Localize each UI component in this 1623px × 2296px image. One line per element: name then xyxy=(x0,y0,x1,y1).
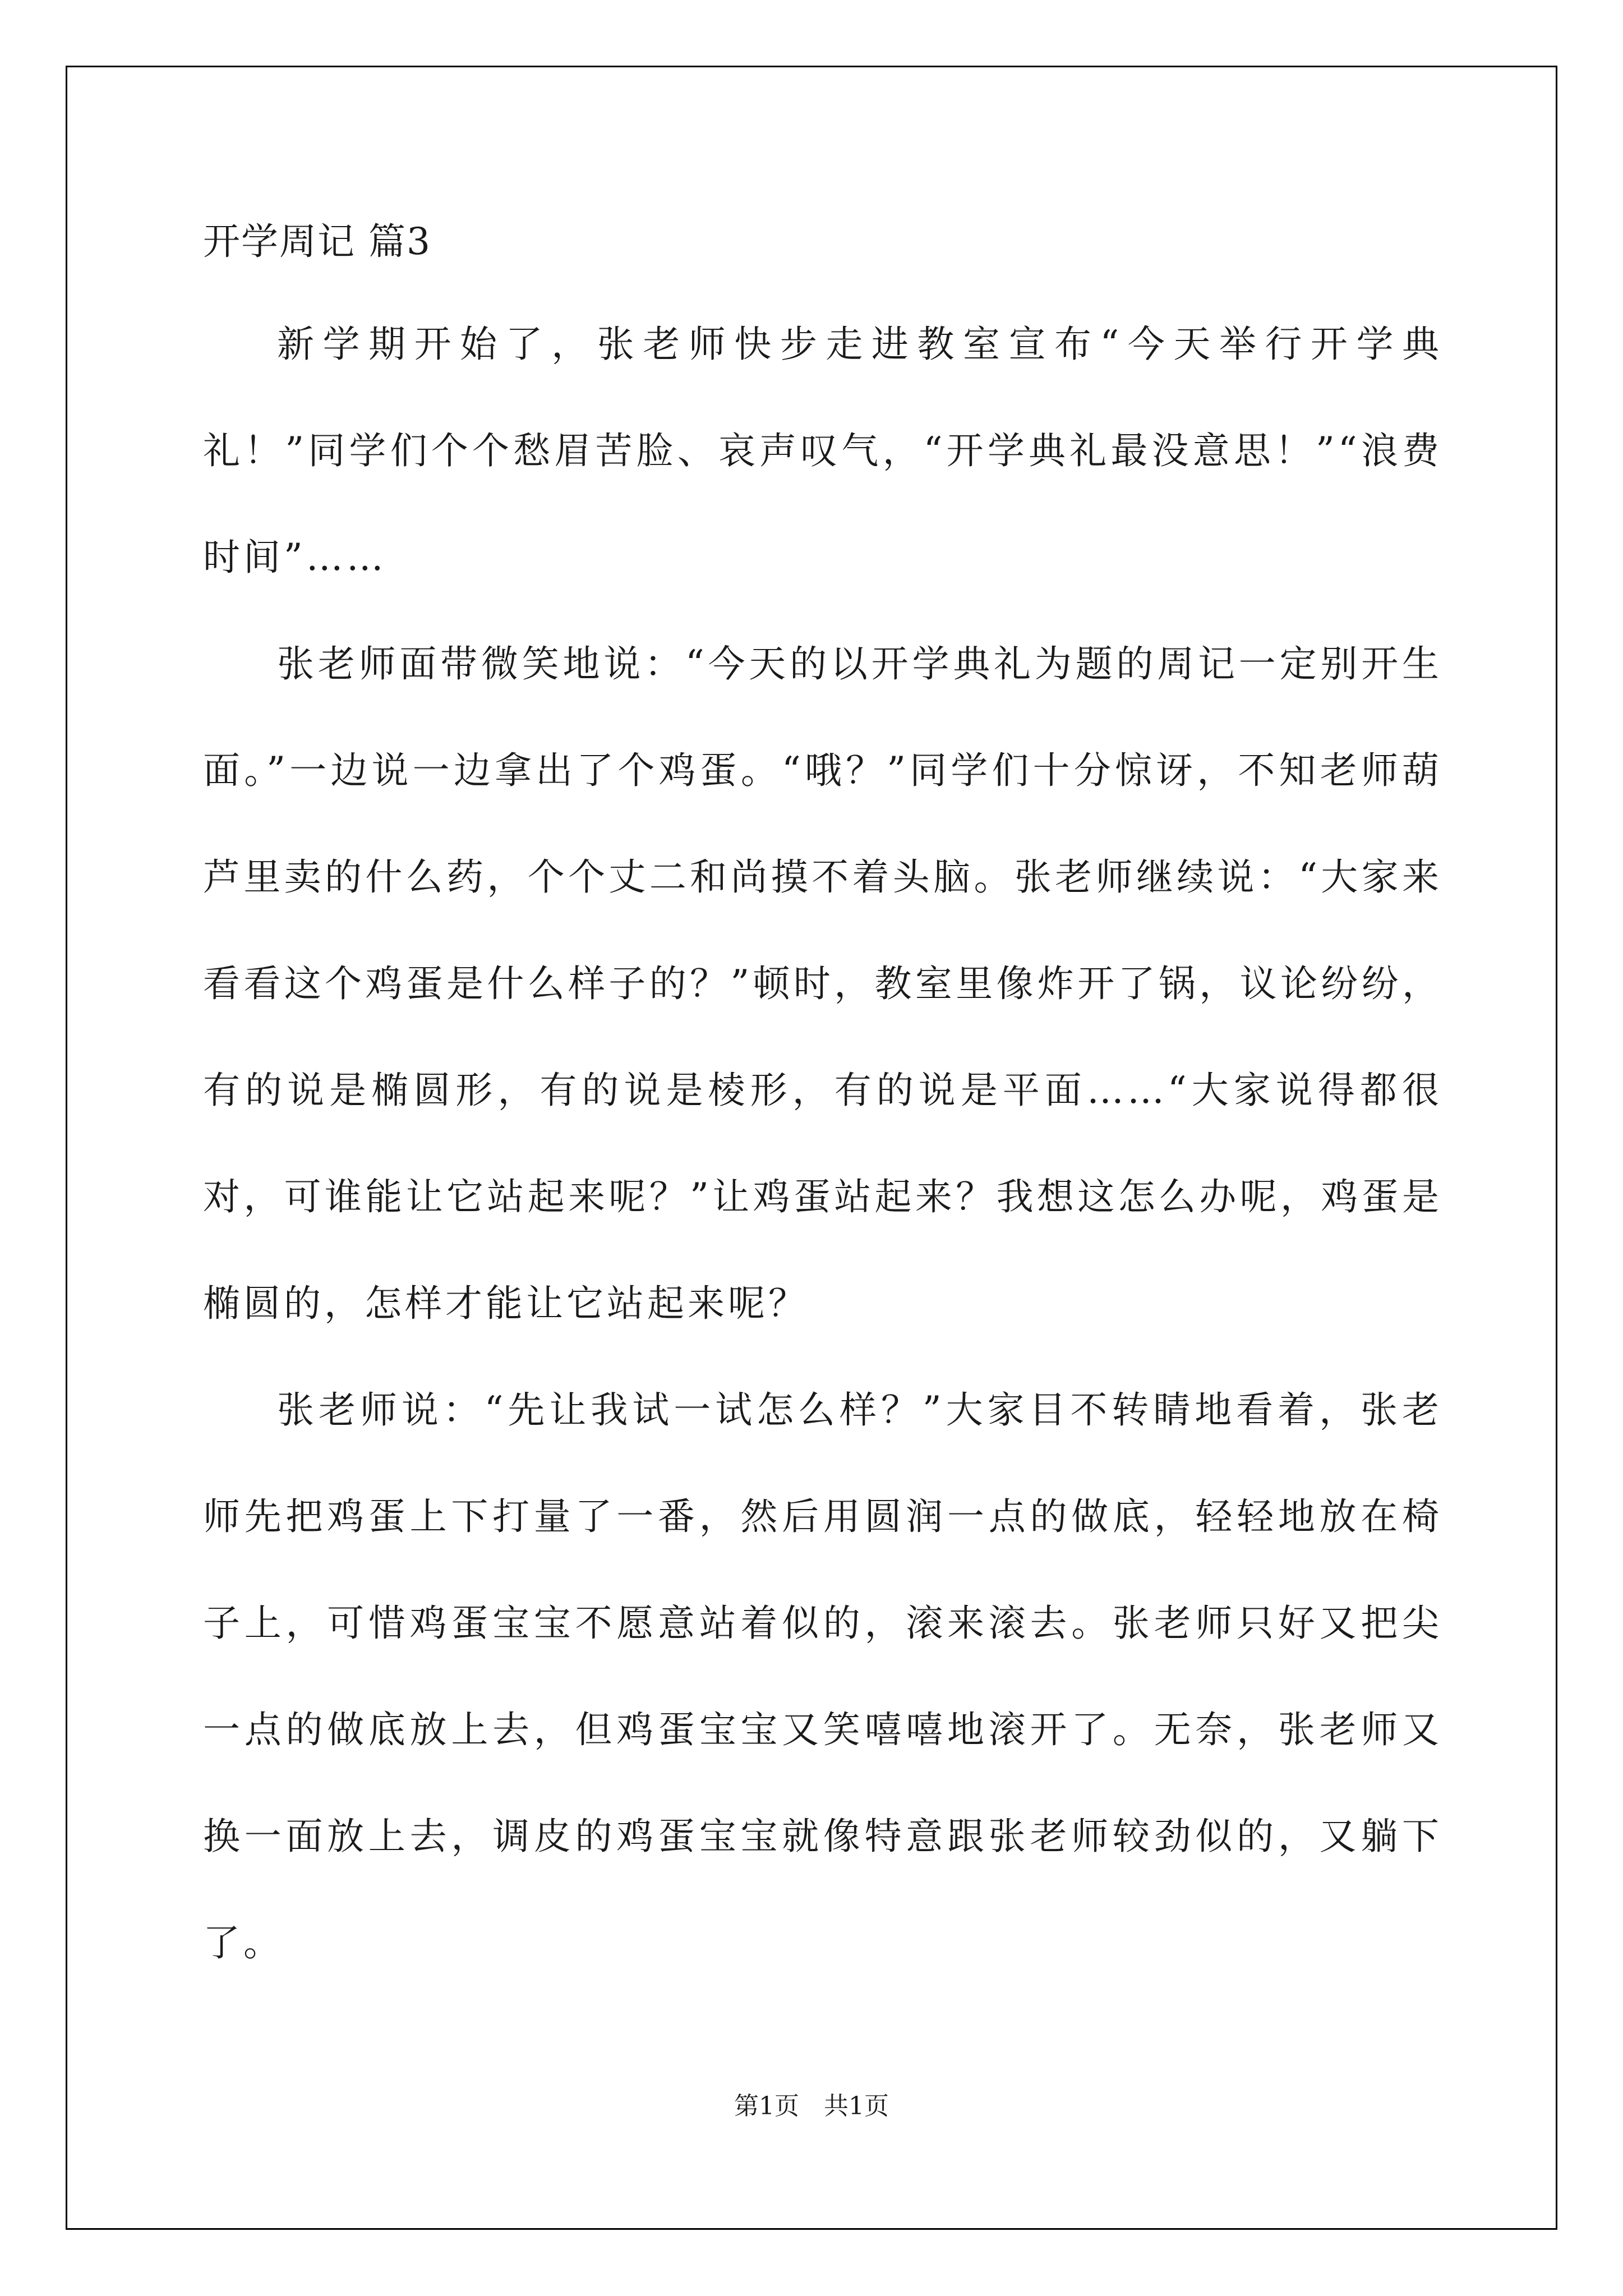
paragraph-2: 张老师面带微笑地说：“今天的以开学典礼为题的周记一定别开生面。”一边说一边拿出了个鸡蛋。“哦？”同学们十分惊讶，不知老师葫芦里卖的什么药，个个丈二和尚摸不着头脑。张老师继续说：“大家来看看这个鸡蛋是什么样子的？”顿时，教室里像炸开了锅，议论纷纷，有的说是椭圆形，有的说是棱形，有的说是平面……“大家说得都很对，可谁能让它站起来呢？”让鸡蛋站起来？我想这怎么办呢，鸡蛋是椭圆的，怎样才能让它站起来呢？ xyxy=(203,642,1442,1325)
document-body xyxy=(203,216,1442,1996)
paragraph-1: 新学期开始了，张老师快步走进教室宣布“今天举行开学典礼！”同学们个个愁眉苦脸、哀声叹气，“开学典礼最没意思！”“浪费时间”…… xyxy=(203,323,1442,579)
document-title: 开学周记 篇3 xyxy=(203,220,431,263)
paragraph-3: 张老师说：“先让我试一试怎么样？”大家目不转睛地看着，张老师先把鸡蛋上下打量了一番，然后用圆润一点的做底，轻轻地放在椅子上，可惜鸡蛋宝宝不愿意站着似的，滚来滚去。张老师只好又把尖一点的做底放上去，但鸡蛋宝宝又笑嘻嘻地滚开了。无奈，张老师又换一面放上去，调皮的鸡蛋宝宝就像特意跟张老师较劲似的，又躺下了。 xyxy=(203,1388,1442,1964)
page-footer: 第1页 共1页 xyxy=(734,2092,889,2120)
